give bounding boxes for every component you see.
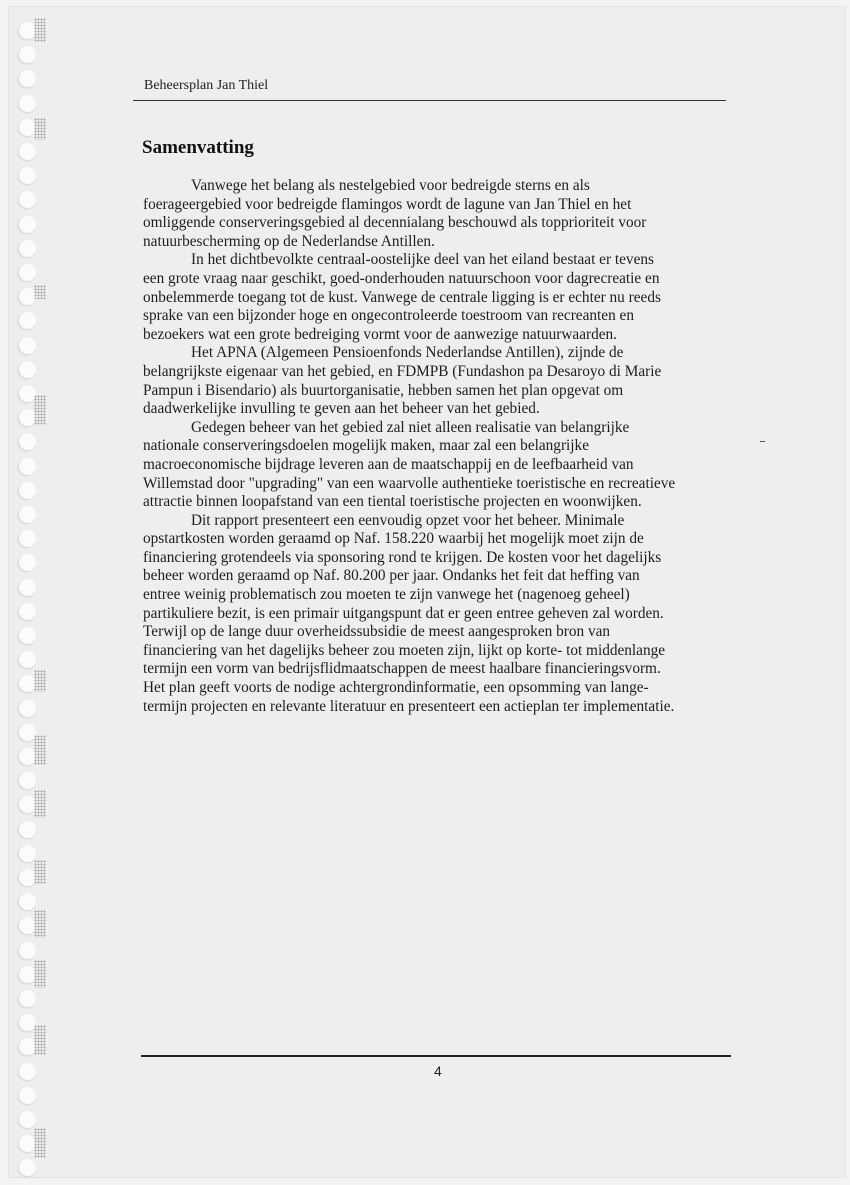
text-line: Het APNA (Algemeen Pensioenfonds Nederlandse Antillen), zijnde de: [191, 344, 624, 362]
text-line: Het plan geeft voorts de nodige achtergrondinformatie, een opsomming van lange-: [143, 679, 649, 697]
binding-hole: [19, 70, 36, 87]
binding-hole: [19, 942, 36, 959]
text-line: Terwijl op de lange duur overheidssubsidie de meest aangesproken bron van: [143, 623, 611, 641]
text-line: partikuliere bezit, is een primair uitgangspunt dat er geen entree geheven zal worden.: [143, 604, 664, 622]
binding-hole: [19, 216, 36, 233]
scan-speckle: [34, 735, 46, 765]
text-line: een grote vraag naar geschikt, goed-onderhouden natuurschoon voor dagrecreatie en: [143, 269, 660, 287]
text-line: Dit rapport presenteert een eenvoudig opzet voor het beheer. Minimale: [191, 511, 625, 529]
text-line: sprake van een bijzonder hoge en ongecontroleerde toestroom van recreanten en: [143, 307, 634, 325]
text-line: entree weinig problematisch zou moeten te zijn vanwege het (nagenoeg geheel): [143, 586, 630, 604]
binding-hole: [19, 651, 36, 668]
text-line: omliggende conserveringsgebied al decennialang beschouwd als topprioriteit voor: [143, 214, 647, 232]
paragraph-4: [143, 419, 763, 512]
binding-hole: [19, 46, 36, 63]
binding-hole: [19, 337, 36, 354]
margin-mark: [760, 441, 765, 442]
text-line: Willemstad door "upgrading" van een waarvolle authentieke toeristische en recreatieve: [143, 474, 676, 492]
binding-hole: [19, 821, 36, 838]
text-line: In het dichtbevolkte centraal-oostelijke deel van het eiland bestaat er tevens: [191, 251, 654, 269]
scan-speckle: [34, 18, 46, 42]
binding-hole: [19, 458, 36, 475]
binding-hole: [19, 95, 36, 112]
footer-rule: [141, 1055, 731, 1057]
text-line: opstartkosten worden geraamd op Naf. 158.220 waarbij het mogelijk moet zijn de: [143, 530, 644, 548]
paragraph-2: [143, 251, 763, 344]
text-line: Gedegen beheer van het gebied zal niet alleen realisatie van belangrijke: [191, 418, 630, 436]
binding-hole: [19, 240, 36, 257]
binding-hole: [19, 530, 36, 547]
text-line: financiering grotendeels via sponsoring rond te krijgen. De kosten voor het dagelijks: [143, 548, 662, 566]
scan-speckle: [34, 1128, 46, 1158]
paragraph-5: [143, 512, 763, 717]
binding-hole: [19, 627, 36, 644]
text-line: onbelemmerde toegang tot de kust. Vanwege de centrale ligging is er echter nu reeds: [143, 288, 661, 306]
paragraph-1: [143, 177, 763, 251]
binding-hole: [19, 603, 36, 620]
text-line: nationale conserveringsdoelen mogelijk maken, maar zal een belangrijke: [143, 437, 589, 455]
scan-speckle: [34, 790, 46, 818]
binding-hole: [19, 264, 36, 281]
binding-hole: [19, 772, 36, 789]
header-rule: [133, 100, 726, 101]
binding-hole: [19, 1159, 36, 1176]
binding-hole: [19, 990, 36, 1007]
binding-hole: [19, 579, 36, 596]
text-line: bezoekers wat een grote bedreiging vormt voor de aanwezige natuurwaarden.: [143, 325, 617, 343]
binding-hole: [19, 312, 36, 329]
paragraph-3: [143, 344, 763, 418]
binding-hole: [19, 167, 36, 184]
scan-speckle: [34, 1025, 46, 1055]
binding-hole: [19, 482, 36, 499]
text-line: attractie binnen loopafstand van een tiental toeristische projecten en woonwijken.: [143, 493, 642, 511]
text-line: Pampun i Bisendario) als buurtorganisatie, hebben samen het plan opgevat om: [143, 381, 624, 399]
text-line: termijn projecten en relevante literatuur en presenteert een actieplan ter implementatie.: [143, 697, 675, 715]
binding-hole: [19, 433, 36, 450]
text-line: financiering van het dagelijks beheer zou moeten zijn, lijkt op korte- tot middenlange: [143, 641, 666, 659]
binding-hole: [19, 893, 36, 910]
text-line: beheer worden geraamd op Naf. 80.200 per jaar. Ondanks het feit dat heffing van: [143, 567, 640, 585]
page-number: 4: [434, 1063, 442, 1079]
binding-hole: [19, 1063, 36, 1080]
text-line: Vanwege het belang als nestelgebied voor bedreigde sterns en als: [191, 177, 590, 194]
scan-speckle: [34, 860, 46, 884]
binding-hole: [19, 191, 36, 208]
scan-speckle: [34, 285, 46, 299]
scan-speckle: [34, 118, 46, 140]
binding-hole: [19, 1087, 36, 1104]
binding-hole: [19, 1111, 36, 1128]
binding-hole: [19, 700, 36, 717]
text-line: termijn een vorm van bedrijsflidmaatschappen de meest haalbare financieringsvorm.: [143, 660, 661, 678]
section-title: Samenvatting: [142, 137, 254, 158]
text-line: macroeconomische bijdrage leveren aan de maatschappij en de leefbaarheid van: [143, 455, 634, 473]
running-header: Beheersplan Jan Thiel: [144, 78, 269, 93]
text-line: foerageergebied voor bedreigde flamingos wordt de lagune van Jan Thiel en het: [143, 195, 632, 213]
binding-hole: [19, 506, 36, 523]
scan-speckle: [34, 670, 46, 692]
binding-hole: [19, 143, 36, 160]
scan-speckle: [34, 910, 46, 938]
summary-body: [143, 177, 763, 716]
scan-speckle: [34, 395, 46, 425]
scan-speckle: [34, 960, 46, 988]
binding-holes-strip: [0, 0, 70, 1185]
binding-hole: [19, 554, 36, 571]
binding-hole: [19, 361, 36, 378]
text-line: belangrijkste eigenaar van het gebied, en FDMPB (Fundashon pa Desaroyo di Marie: [143, 362, 662, 380]
text-line: natuurbescherming op de Nederlandse Antillen.: [143, 232, 435, 250]
text-line: daadwerkelijke invulling te geven aan het beheer van het gebied.: [143, 400, 540, 418]
